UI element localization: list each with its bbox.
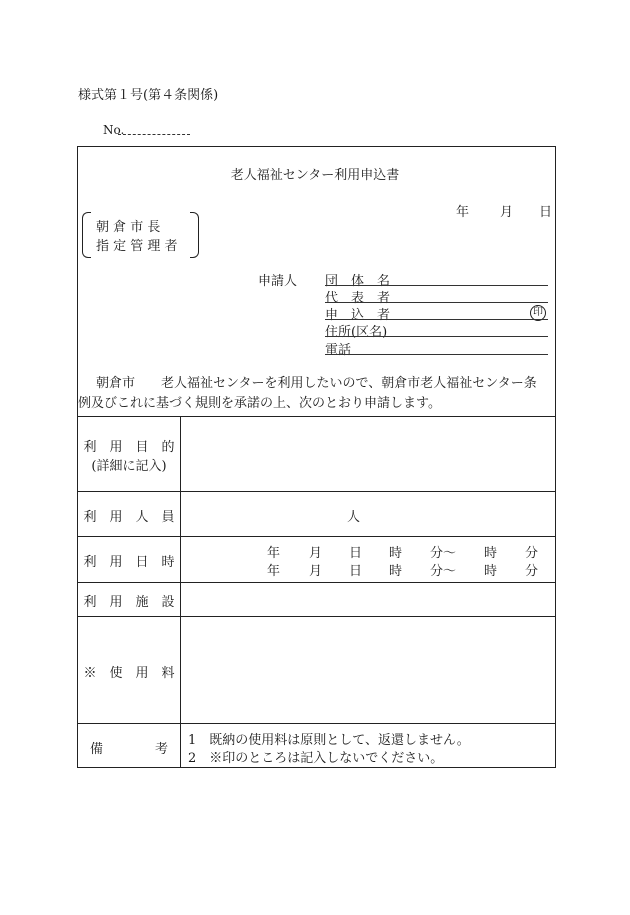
phone-label: 電話 xyxy=(325,343,352,358)
purpose-field[interactable] xyxy=(181,417,555,490)
purpose-sub-label: (詳細に記入) xyxy=(91,459,167,474)
datetime-label: 利 用 日 時 xyxy=(83,555,175,570)
addressee-mayor: 朝 倉 市 長 xyxy=(96,220,161,235)
fee-field[interactable] xyxy=(181,617,555,722)
representative-field[interactable] xyxy=(325,302,548,303)
applicant-label: 申請人 xyxy=(258,274,298,289)
group-name-label: 団 体 名 xyxy=(325,274,391,289)
addressee-designated-manager: 指 定 管 理 者 xyxy=(96,239,178,254)
people-unit: 人 xyxy=(347,510,361,525)
addressee-bracket-right xyxy=(190,212,199,258)
address-field[interactable] xyxy=(325,336,548,337)
group-name-field[interactable] xyxy=(325,285,548,286)
seal-mark: 印 xyxy=(530,305,546,321)
datetime-minute-from: 分～ xyxy=(430,546,457,561)
statement-line-1: 朝倉市 老人福祉センターを利用したいので、朝倉市老人福祉センター条 xyxy=(96,376,537,391)
representative-label: 代 表 者 xyxy=(325,291,391,306)
remarks-label: 備 考 xyxy=(89,742,168,757)
document-number-field[interactable] xyxy=(118,134,190,135)
datetime-year: 年 xyxy=(267,564,281,579)
datetime-month: 月 xyxy=(309,564,323,579)
datetime-day: 日 xyxy=(349,564,363,579)
phone-field[interactable] xyxy=(325,354,548,355)
datetime-hour-to: 時 xyxy=(484,546,498,561)
document-number-label: No. xyxy=(103,123,125,137)
application-statement xyxy=(78,374,556,414)
facility-field[interactable] xyxy=(181,583,555,615)
row-divider xyxy=(77,723,556,724)
people-label: 利 用 人 員 xyxy=(83,510,175,525)
datetime-minute-to: 分 xyxy=(525,564,539,579)
date-year-label: 年 xyxy=(456,205,470,220)
people-field[interactable] xyxy=(181,492,555,535)
date-day-label: 日 xyxy=(539,205,553,220)
addressee-bracket-left xyxy=(82,212,91,258)
datetime-year: 年 xyxy=(267,546,281,561)
datetime-hour: 時 xyxy=(389,546,403,561)
datetime-day: 日 xyxy=(349,546,363,561)
form-title: 老人福祉センター利用申込書 xyxy=(230,168,400,183)
fee-label: ※ 使 用 料 xyxy=(83,666,175,681)
address-label: 住所(区名) xyxy=(325,325,388,340)
datetime-month: 月 xyxy=(309,546,323,561)
datetime-minute-from: 分～ xyxy=(430,564,457,579)
datetime-minute-to: 分 xyxy=(525,546,539,561)
remark-1: 1 既納の使用料は原則として、返還しません。 xyxy=(188,733,470,748)
datetime-field[interactable] xyxy=(181,537,555,581)
form-number: 様式第１号(第４条関係) xyxy=(78,88,219,103)
applicant-name-label: 申 込 者 xyxy=(325,308,391,323)
datetime-hour: 時 xyxy=(389,564,403,579)
purpose-label: 利 用 目 的 xyxy=(83,440,175,455)
date-month-label: 月 xyxy=(500,205,514,220)
datetime-hour-to: 時 xyxy=(484,564,498,579)
remark-2: 2 ※印のところは記入しないでください。 xyxy=(188,751,444,766)
applicant-name-field[interactable] xyxy=(325,319,548,320)
facility-label: 利 用 施 設 xyxy=(83,595,175,610)
statement-line-2: 例及びこれに基づく規則を承諾の上、次のとおり申請します。 xyxy=(78,396,441,411)
